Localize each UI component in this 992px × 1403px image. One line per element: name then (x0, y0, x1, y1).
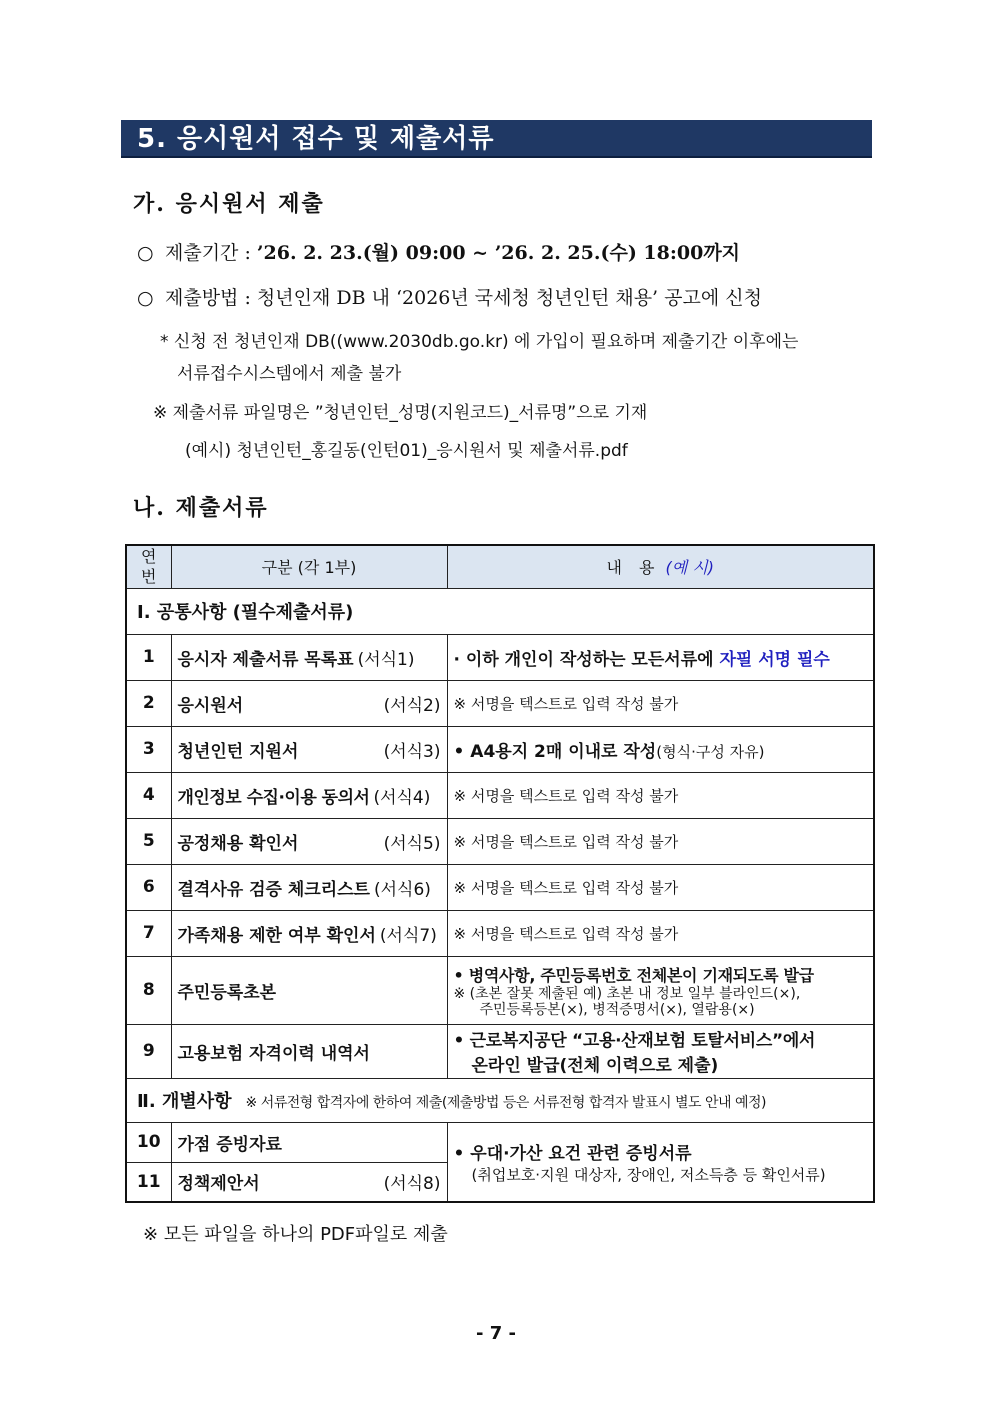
row-form: (서식6) (373, 879, 431, 900)
table-row (126, 726, 874, 772)
group-title-individual: Ⅱ. 개별사항 ※ 서류전형 합격자에 한하여 제출(제출방법 등은 서류전형 합격자 발표시 별도 안내 예정) (126, 1078, 874, 1122)
page-number: - 7 - (476, 1323, 516, 1344)
row-form: (서식3) (383, 741, 441, 762)
row-category: 가점 증빙자료 (171, 1122, 447, 1162)
subsection-title-a: 가. 응시원서 제출 (133, 191, 325, 217)
group-note: ※ 서류전형 합격자에 한하여 제출(제출방법 등은 서류전형 합격자 발표시 별도 안내 예정) (245, 1095, 766, 1111)
note-file-line-1: ※ 제출서류 파일명은 ”청년인턴_성명(지원코드)_서류명”으로 기재 (153, 403, 648, 423)
row-form: (서식4) (373, 787, 431, 808)
period-value: ’26. 2. 23.(월) 09:00 ~ ’26. 2. 25.(수) 18:00까지 (256, 242, 741, 264)
row-form: (서식8) (383, 1174, 441, 1195)
table-row (126, 864, 874, 910)
row-category: 주민등록초본 (171, 956, 447, 1024)
row-category: 정책제안서 (서식8) (171, 1162, 447, 1202)
table-row (126, 956, 874, 1024)
table-row (126, 1024, 874, 1078)
row-content: · 이하 개인이 작성하는 모든서류에 자필 서명 필수 (447, 634, 874, 680)
period-label: 제출기간 : (165, 242, 257, 264)
row-content: ※ 서명을 텍스트로 입력 작성 불가 (447, 910, 874, 956)
row-content: • 근로복지공단 “고용·산재보험 토탈서비스”에서 온라인 발급(전체 이력으로 제출) (447, 1024, 874, 1078)
row-category: 공정채용 확인서 (서식5) (171, 818, 447, 864)
row-no: 3 (126, 726, 171, 772)
table-row (126, 818, 874, 864)
note-star-line-2: 서류접수시스템에서 제출 불가 (177, 364, 402, 384)
row-content: ※ 서명을 텍스트로 입력 작성 불가 (447, 680, 874, 726)
row-no: 2 (126, 680, 171, 726)
row-content-merged: • 우대·가산 요건 관련 증빙서류 (취업보호·지원 대상자, 장애인, 저소득층 등 확인서류) (447, 1122, 874, 1202)
row-category: 응시자 제출서류 목록표 (서식1) (171, 634, 447, 680)
row-no: 8 (126, 956, 171, 1024)
documents-table (125, 544, 875, 1203)
note-file-line-2: (예시) 청년인턴_홍길동(인턴01)_응시원서 및 제출서류.pdf (185, 441, 628, 461)
group-row-individual (126, 1078, 874, 1122)
row-category: 응시원서 (서식2) (171, 680, 447, 726)
row-no: 7 (126, 910, 171, 956)
row-no: 6 (126, 864, 171, 910)
row-category: 가족채용 제한 여부 확인서 (서식7) (171, 910, 447, 956)
section-title: 5. 응시원서 접수 및 제출서류 (121, 120, 872, 158)
row-content: • 병역사항, 주민등록번호 전체본이 기재되도록 발급 ※ (초본 잘못 제출된 예) 초본 내 정보 일부 블라인드(×), 주민등록등본(×), 병적증명서(×), 열람용(×) (447, 956, 874, 1024)
row-form: (서식1) (357, 649, 415, 670)
row-no: 4 (126, 772, 171, 818)
row-no: 1 (126, 634, 171, 680)
table-header-row (126, 545, 874, 588)
header-example: (예 시) (665, 558, 715, 578)
row-form: (서식5) (383, 833, 441, 854)
row-category: 청년인턴 지원서 (서식3) (171, 726, 447, 772)
header-no: 연번 (126, 545, 171, 588)
row-content: ※ 서명을 텍스트로 입력 작성 불가 (447, 772, 874, 818)
group-row-common (126, 588, 874, 634)
circle-bullet-icon: ○ (137, 242, 154, 264)
method-line (137, 283, 762, 310)
header-category: 구분 (각 1부) (171, 545, 447, 588)
row-no: 5 (126, 818, 171, 864)
table-row (126, 910, 874, 956)
note-star-line-1: * 신청 전 청년인재 DB((www.2030db.go.kr) 에 가입이 필요하며 제출기간 이후에는 (160, 332, 799, 352)
row-category: 결격사유 검증 체크리스트 (서식6) (171, 864, 447, 910)
subsection-title-b: 나. 제출서류 (133, 495, 269, 521)
row-category: 고용보험 자격이력 내역서 (171, 1024, 447, 1078)
row-form: (서식7) (379, 925, 437, 946)
method-value: 청년인재 DB 내 ‘2026년 국세청 청년인턴 채용’ 공고에 신청 (256, 287, 762, 309)
row-no: 10 (126, 1122, 171, 1162)
row-no: 11 (126, 1162, 171, 1202)
group-title-common: Ⅰ. 공통사항 (필수제출서류) (126, 588, 874, 634)
circle-bullet-icon: ○ (137, 287, 154, 309)
row-category: 개인정보 수집·이용 동의서 (서식4) (171, 772, 447, 818)
table-row (126, 634, 874, 680)
period-line (137, 238, 740, 265)
table-row (126, 772, 874, 818)
row-no: 9 (126, 1024, 171, 1078)
row-form: (서식2) (383, 695, 441, 716)
table-row (126, 680, 874, 726)
header-content: 내 용 (예 시) (447, 545, 874, 588)
row-content: ※ 서명을 텍스트로 입력 작성 불가 (447, 818, 874, 864)
row-content: • A4용지 2매 이내로 작성(형식·구성 자유) (447, 726, 874, 772)
footer-note: ※ 모든 파일을 하나의 PDF파일로 제출 (143, 1224, 448, 1245)
method-label: 제출방법 : (165, 287, 257, 309)
table-row (126, 1122, 874, 1162)
row-content: ※ 서명을 텍스트로 입력 작성 불가 (447, 864, 874, 910)
